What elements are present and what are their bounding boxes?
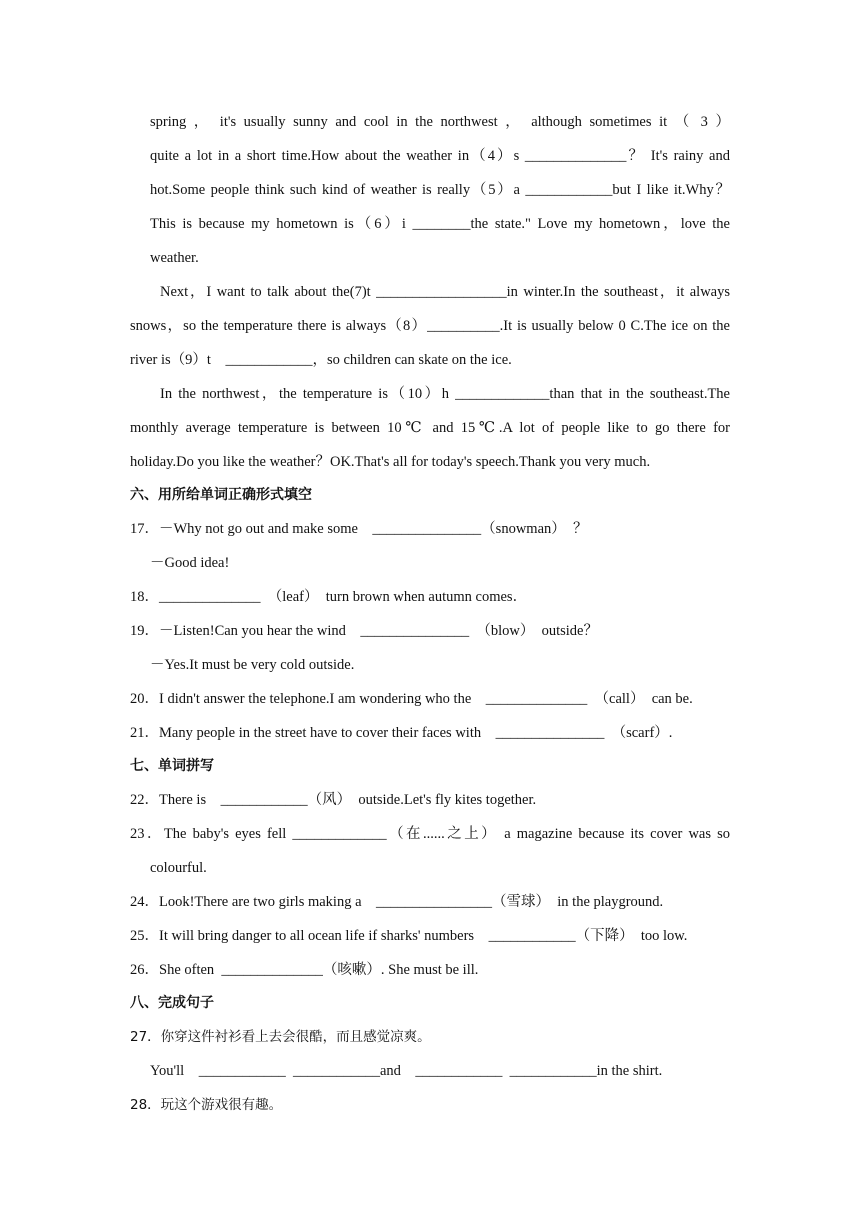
question-26: 26．She often ______________（咳嗽）. She must be ill. bbox=[130, 962, 479, 978]
passage-line: quite a lot in a short time.How about the weather in（4）s ______________？ It's rainy and bbox=[150, 148, 730, 164]
passage-line: river is（9）t ____________，so children can skate on the ice. bbox=[130, 352, 512, 368]
question-27-blanks: You'll ____________ ____________and ____________ ____________in the shirt. bbox=[150, 1063, 663, 1079]
question-19-answer: －Yes.It must be very cold outside. bbox=[150, 657, 355, 673]
question-22: 22．There is ____________（风） outside.Let's fly kites together. bbox=[130, 792, 537, 808]
question-17: 17．－Why not go out and make some _______________（snowman） ？ bbox=[130, 521, 588, 537]
passage-line: hot.Some people think such kind of weather is really（5）a ____________but I like it.Why？ bbox=[150, 182, 730, 198]
question-27: 27．你穿这件衬衫看上去会很酷，而且感觉凉爽。 bbox=[130, 1029, 431, 1045]
question-23: 23．The baby's eyes fell _____________（在......之上） a magazine because its cover was so bbox=[130, 826, 730, 842]
question-25: 25．It will bring danger to all ocean life if sharks' numbers ____________（下降） too low. bbox=[130, 928, 688, 944]
passage-line: weather. bbox=[150, 250, 199, 266]
question-18: 18．______________ （leaf） turn brown when autumn comes． bbox=[130, 589, 528, 605]
question-21: 21．Many people in the street have to cover their faces with _______________ （scarf）. bbox=[130, 725, 673, 741]
question-23-cont: colourful. bbox=[150, 860, 207, 876]
passage-line: holiday.Do you like the weather？OK.That's all for today's speech.Thank you very much. bbox=[130, 454, 651, 470]
passage-line: monthly average temperature is between 10℃ and 15℃.A lot of people like to go there for bbox=[130, 420, 730, 436]
question-17-answer: －Good idea! bbox=[150, 555, 230, 571]
question-24: 24．Look!There are two girls making a ________________（雪球） in the playground. bbox=[130, 894, 664, 910]
question-28: 28．玩这个游戏很有趣。 bbox=[130, 1097, 283, 1113]
passage-line: spring ， it's usually sunny and cool in the northwest ， although sometimes it （ 3 ） bbox=[150, 114, 730, 130]
question-19: 19．－Listen!Can you hear the wind _______________ （blow） outside？ bbox=[130, 623, 598, 639]
passage-line: This is because my hometown is（6）i ________the state." Love my hometown，love the bbox=[150, 216, 730, 232]
question-20: 20．I didn't answer the telephone.I am wondering who the ______________ （call） can be. bbox=[130, 691, 693, 707]
passage-line: Next，I want to talk about the(7)t __________________in winter.In the southeast，it always bbox=[160, 284, 730, 300]
passage-line: snows，so the temperature there is always（8）__________.It is usually below 0 C.The ice on the bbox=[130, 318, 730, 334]
section-heading: 七、单词拼写 bbox=[130, 758, 214, 774]
section-heading: 八、完成句子 bbox=[130, 995, 214, 1011]
section-heading: 六、用所给单词正确形式填空 bbox=[130, 487, 312, 503]
passage-line: In the northwest，the temperature is（10）h _____________than that in the southeast.The bbox=[160, 386, 730, 402]
